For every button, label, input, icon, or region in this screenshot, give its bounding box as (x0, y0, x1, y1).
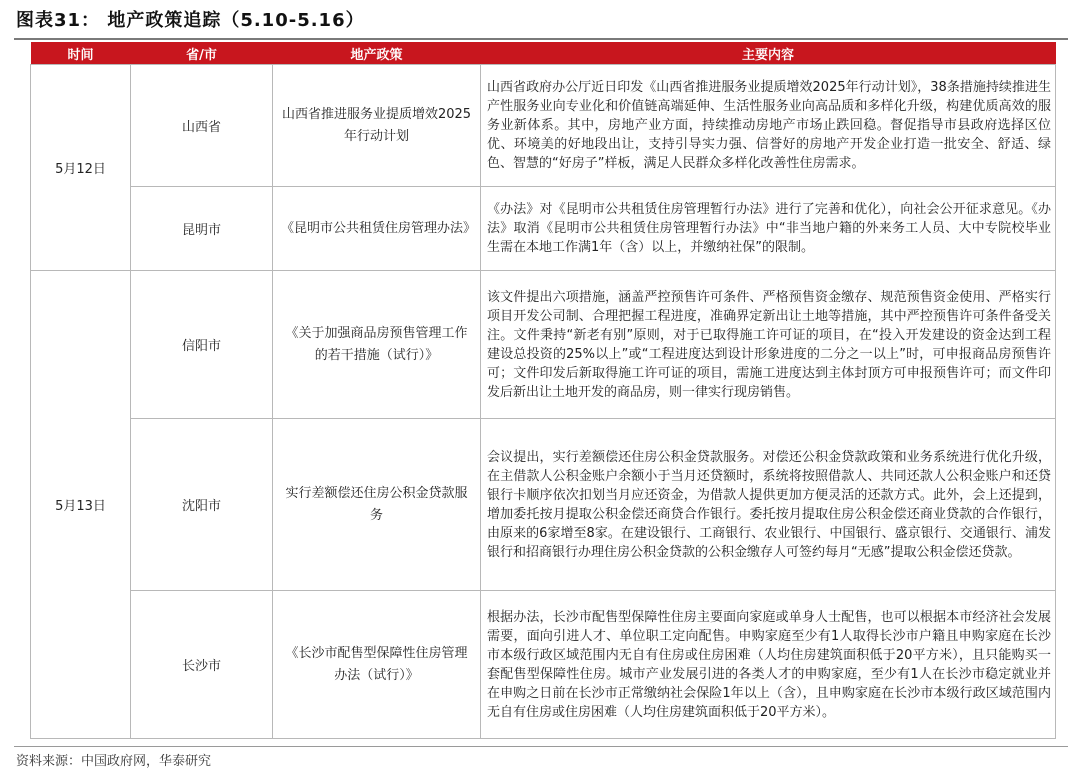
region-cell: 长沙市 (131, 591, 273, 739)
header-time: 时间 (31, 42, 131, 65)
content-cell: 根据办法，长沙市配售型保障性住房主要面向家庭或单身人士配售，也可以根据本市经济社会发展需要，面向引进人才、单位职工定向配售。申购家庭至少有1人取得长沙市户籍且申购家庭在长沙市本级行政区域范围内无自有住房或住房困难（人均住房建筑面积低于20平方米），且只能购买一套配售型保障性住房。城市产业发展引进的各类人才的申购家庭，至少有1人在长沙市稳定就业并在申购之日前在长沙市正常缴纳社会保险1年以上（含），且申购家庭在长沙市本级行政区域范围内无自有住房或住房困难（人均住房建筑面积低于20平方米）。 (481, 591, 1056, 739)
policy-table (30, 42, 1056, 739)
policy-cell: 实行差额偿还住房公积金贷款服务 (273, 419, 481, 591)
source-note: 资料来源：中国政府网，华泰研究 (16, 754, 212, 769)
policy-cell: 山西省推进服务业提质增效2025年行动计划 (273, 65, 481, 187)
figure-title: 图表31： 地产政策追踪（5.10-5.16） (16, 10, 365, 31)
policy-cell: 《关于加强商品房预售管理工作的若干措施（试行）》 (273, 271, 481, 419)
table-row (31, 591, 1056, 739)
header-policy: 地产政策 (273, 42, 481, 65)
policy-cell: 《昆明市公共租赁住房管理办法》 (273, 187, 481, 271)
table-row (31, 187, 1056, 271)
content-cell: 山西省政府办公厅近日印发《山西省推进服务业提质增效2025年行动计划》，38条措施持续推进生产性服务业向专业化和价值链高端延伸、生活性服务业向高品质和多样化升级，构建优质高效的服务业新体系。其中，房地产业方面，持续推动房地产市场止跌回稳。督促指导市县政府选择区位优、环境美的好地段出让，支持引导实力强、信誉好的房地产开发企业打造一批安全、舒适、绿色、智慧的“好房子”样板，满足人民群众多样化改善性住房需求。 (481, 65, 1056, 187)
header-region: 省/市 (131, 42, 273, 65)
region-cell: 沈阳市 (131, 419, 273, 591)
region-cell: 昆明市 (131, 187, 273, 271)
content-cell: 该文件提出六项措施，涵盖严控预售许可条件、严格预售资金缴存、规范预售资金使用、严格实行项目开发公司制、合理把握工程进度，准确界定新出让土地等措施，其中严控预售许可条件备受关注。文件秉持“新老有别”原则，对于已取得施工许可证的项目，在“投入开发建设的资金达到工程建设总投资的25%以上”或“工程进度达到设计形象进度的二分之一以上”时，可申报商品房预售许可；文件印发后新取得施工许可证的项目，需施工进度达到主体封顶方可申报预售许可；而文件印发后新出让土地开发的商品房，则一律实行现房销售。 (481, 271, 1056, 419)
table-header-row (31, 42, 1056, 65)
table-row (31, 271, 1056, 419)
table-row (31, 65, 1056, 187)
date-cell: 5月13日 (31, 271, 131, 739)
content-cell: 会议提出，实行差额偿还住房公积金贷款服务。对偿还公积金贷款政策和业务系统进行优化升级，在主借款人公积金账户余额小于当月还贷额时，系统将按照借款人、共同还款人公积金账户和还贷银行卡顺序依次扣划当月应还资金，为借款人提供更加方便灵活的还款方式。此外，会上还提到，增加委托按月提取公积金偿还商贷合作银行。委托按月提取住房公积金偿还商业贷款的合作银行，由原来的6家增至8家。在建设银行、工商银行、农业银行、中国银行、盛京银行、交通银行、浦发银行和招商银行办理住房公积金贷款的公积金缴存人可签约每月“无感”提取公积金偿还贷款。 (481, 419, 1056, 591)
title-divider (14, 38, 1068, 40)
header-content: 主要内容 (481, 42, 1056, 65)
region-cell: 山西省 (131, 65, 273, 187)
region-cell: 信阳市 (131, 271, 273, 419)
content-cell: 《办法》对《昆明市公共租赁住房管理暂行办法》进行了完善和优化），向社会公开征求意见。《办法》取消《昆明市公共租赁住房管理暂行办法》中“非当地户籍的外来务工人员、大中专院校毕业生需在本地工作满1年（含）以上，并缴纳社保”的限制。 (481, 187, 1056, 271)
policy-cell: 《长沙市配售型保障性住房管理办法（试行）》 (273, 591, 481, 739)
table-row (31, 419, 1056, 591)
date-cell: 5月12日 (31, 65, 131, 271)
source-divider (14, 746, 1068, 747)
